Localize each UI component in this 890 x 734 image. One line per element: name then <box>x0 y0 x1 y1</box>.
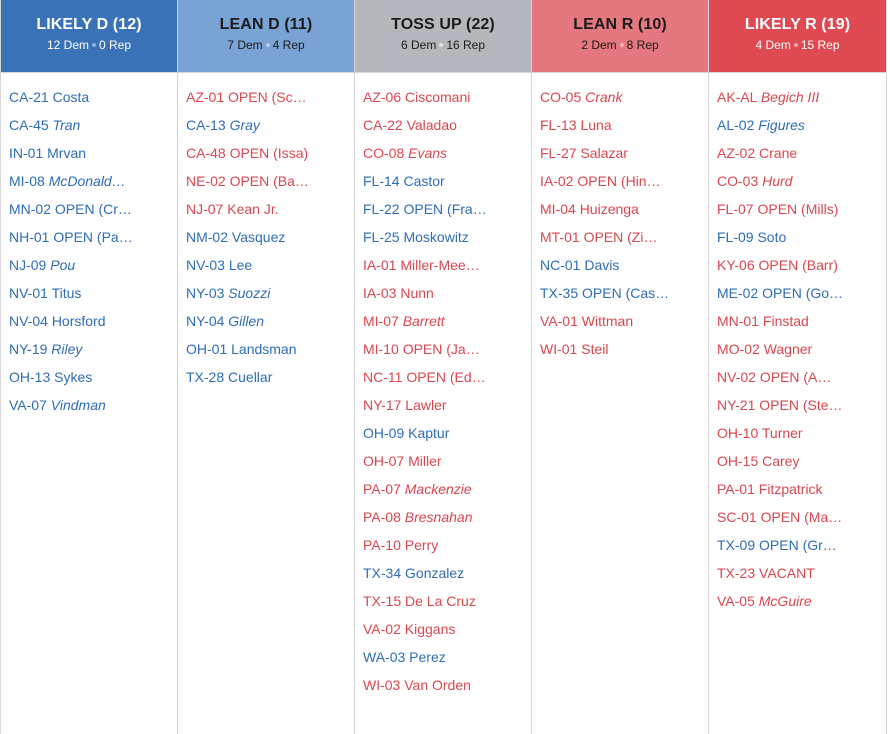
district-code: NH-01 <box>9 229 50 245</box>
district-code: NY-17 <box>363 397 402 413</box>
district-code: NV-04 <box>9 313 48 329</box>
race-item[interactable] <box>363 255 531 283</box>
race-item[interactable] <box>717 115 886 143</box>
district-code: CA-13 <box>186 117 226 133</box>
candidate-name: Carey <box>762 453 800 469</box>
district-code: NC-11 <box>363 369 403 385</box>
candidate-name: OPEN (Ba… <box>229 173 309 189</box>
race-item[interactable] <box>9 311 177 339</box>
district-code: IA-02 <box>540 173 574 189</box>
district-code: SC-01 <box>717 509 757 525</box>
candidate-name: Mrvan <box>47 145 87 161</box>
race-item[interactable] <box>363 115 531 143</box>
separator-dot-icon <box>620 43 624 47</box>
race-item[interactable] <box>540 311 708 339</box>
district-code: IN-01 <box>9 145 44 161</box>
column-party-counts <box>532 38 708 53</box>
candidate-name: Wittman <box>581 313 634 329</box>
race-list <box>709 73 886 619</box>
candidate-name: Riley <box>51 341 83 357</box>
candidate-name: OPEN (Gr… <box>759 537 837 553</box>
district-code: NE-02 <box>186 173 226 189</box>
candidate-name: OPEN (Cr… <box>54 201 132 217</box>
candidate-name: Sykes <box>54 369 93 385</box>
race-item[interactable] <box>9 87 177 115</box>
candidate-name: Perez <box>409 649 446 665</box>
race-item[interactable] <box>717 227 886 255</box>
race-item[interactable] <box>717 143 886 171</box>
column-header-likely-d <box>1 0 177 73</box>
dem-count: 4 Dem <box>755 38 791 52</box>
district-code: CA-45 <box>9 117 49 133</box>
district-code: NJ-09 <box>9 257 47 273</box>
race-item[interactable] <box>717 367 886 395</box>
race-item[interactable] <box>717 479 886 507</box>
candidate-name: Evans <box>408 145 448 161</box>
race-item[interactable] <box>540 115 708 143</box>
race-item[interactable] <box>363 479 531 507</box>
candidate-name: Ciscomani <box>405 89 471 105</box>
race-item[interactable] <box>717 87 886 115</box>
candidate-name: Kaptur <box>408 425 450 441</box>
district-code: VA-01 <box>540 313 578 329</box>
race-item[interactable] <box>363 619 531 647</box>
candidate-name: Steil <box>581 341 609 357</box>
district-code: MT-01 <box>540 229 580 245</box>
race-item[interactable] <box>9 339 177 367</box>
race-item[interactable] <box>363 535 531 563</box>
candidate-name: De La Cruz <box>405 593 476 609</box>
race-item[interactable] <box>9 395 177 423</box>
race-item[interactable] <box>9 255 177 283</box>
candidate-name: OPEN (Pa… <box>53 229 133 245</box>
candidate-name: Begich III <box>760 89 820 105</box>
race-item[interactable] <box>186 171 354 199</box>
column-party-counts <box>1 38 177 53</box>
district-code: TX-35 <box>540 285 579 301</box>
district-code: ME-02 <box>717 285 759 301</box>
district-code: FL-07 <box>717 201 754 217</box>
candidate-name: Horsford <box>51 313 106 329</box>
district-code: MI-08 <box>9 173 45 189</box>
candidate-name: OPEN (Fra… <box>403 201 487 217</box>
race-list <box>355 73 531 703</box>
column-party-counts <box>178 38 354 53</box>
candidate-name: OPEN (Zi… <box>583 229 658 245</box>
column-title: LIKELY D (12) <box>36 16 142 33</box>
candidate-name: Valadao <box>406 117 457 133</box>
candidate-name: Davis <box>584 257 620 273</box>
district-code: TX-09 <box>717 537 756 553</box>
district-code: OH-10 <box>717 425 759 441</box>
district-code: CO-03 <box>717 173 759 189</box>
race-item[interactable] <box>540 283 708 311</box>
district-code: AK-AL <box>717 89 757 105</box>
district-code: CO-08 <box>363 145 405 161</box>
race-item[interactable] <box>363 423 531 451</box>
candidate-name: Gray <box>229 117 260 133</box>
race-item[interactable] <box>363 199 531 227</box>
column-likely-r <box>709 0 887 734</box>
candidate-name: Crank <box>585 89 623 105</box>
district-code: VA-02 <box>363 621 401 637</box>
race-item[interactable] <box>717 507 886 535</box>
race-item[interactable] <box>717 283 886 311</box>
candidate-name: OPEN (Hin… <box>577 173 661 189</box>
district-code: MN-02 <box>9 201 52 217</box>
column-title: TOSS UP (22) <box>391 16 495 33</box>
candidate-name: Figures <box>758 117 805 133</box>
race-item[interactable] <box>540 143 708 171</box>
race-item[interactable] <box>363 171 531 199</box>
candidate-name: Suozzi <box>228 285 271 301</box>
column-lean-r <box>532 0 709 734</box>
candidate-name: Cuellar <box>228 369 273 385</box>
race-item[interactable] <box>363 311 531 339</box>
race-item[interactable] <box>540 339 708 367</box>
district-code: AZ-01 <box>186 89 225 105</box>
race-item[interactable] <box>186 367 354 395</box>
district-code: KY-06 <box>717 257 755 273</box>
rep-count: 8 Rep <box>626 38 659 52</box>
race-item[interactable] <box>363 339 531 367</box>
candidate-name: Barrett <box>402 313 445 329</box>
race-item[interactable] <box>717 395 886 423</box>
candidate-name: OPEN (Go… <box>762 285 844 301</box>
district-code: FL-13 <box>540 117 577 133</box>
district-code: VA-05 <box>717 593 755 609</box>
rep-count: 16 Rep <box>446 38 486 52</box>
district-code: OH-07 <box>363 453 405 469</box>
race-item[interactable] <box>9 199 177 227</box>
rep-count: 0 Rep <box>99 38 132 52</box>
district-code: NV-02 <box>717 369 756 385</box>
column-header-likely-r <box>709 0 886 73</box>
candidate-name: Soto <box>757 229 787 245</box>
district-code: WI-03 <box>363 677 401 693</box>
candidate-name: Fitzpatrick <box>758 481 823 497</box>
district-code: CA-21 <box>9 89 49 105</box>
column-title: LEAN D (11) <box>219 16 313 33</box>
race-item[interactable] <box>186 311 354 339</box>
candidate-name: Hurd <box>762 173 793 189</box>
race-item[interactable] <box>186 283 354 311</box>
candidate-name: McDonald… <box>48 173 126 189</box>
candidate-name: Luna <box>580 117 612 133</box>
race-list <box>178 73 354 395</box>
district-code: TX-34 <box>363 565 402 581</box>
race-item[interactable] <box>186 227 354 255</box>
column-likely-d <box>1 0 178 734</box>
district-code: WI-01 <box>540 341 578 357</box>
column-header-lean-r <box>532 0 708 73</box>
candidate-name: Landsman <box>231 341 297 357</box>
candidate-name: Moskowitz <box>403 229 469 245</box>
district-code: NY-21 <box>717 397 756 413</box>
race-item[interactable] <box>363 647 531 675</box>
district-code: NV-03 <box>186 257 225 273</box>
column-title: LEAN R (10) <box>573 16 667 33</box>
district-code: NY-04 <box>186 313 225 329</box>
district-code: OH-09 <box>363 425 405 441</box>
rep-count: 15 Rep <box>800 38 840 52</box>
candidate-name: Lawler <box>405 397 447 413</box>
race-item[interactable] <box>186 143 354 171</box>
candidate-name: OPEN (Sc… <box>228 89 307 105</box>
dem-count: 12 Dem <box>46 38 89 52</box>
column-title: LIKELY R (19) <box>744 16 851 33</box>
candidate-name: OPEN (Issa) <box>229 145 309 161</box>
race-item[interactable] <box>9 283 177 311</box>
separator-dot-icon <box>439 43 443 47</box>
race-item[interactable] <box>363 227 531 255</box>
candidate-name: Kean Jr. <box>227 201 279 217</box>
district-code: FL-25 <box>363 229 400 245</box>
candidate-name: Tran <box>52 117 81 133</box>
district-code: NV-01 <box>9 285 48 301</box>
race-item[interactable] <box>363 87 531 115</box>
district-code: MN-01 <box>717 313 760 329</box>
candidate-name: Miller <box>408 453 442 469</box>
candidate-name: McGuire <box>758 593 812 609</box>
candidate-name: Pou <box>50 257 76 273</box>
district-code: IA-01 <box>363 257 397 273</box>
column-party-counts <box>355 38 531 53</box>
race-item[interactable] <box>186 115 354 143</box>
race-item[interactable] <box>717 255 886 283</box>
candidate-name: Gillen <box>228 313 265 329</box>
district-code: MO-02 <box>717 341 760 357</box>
column-party-counts <box>709 38 886 53</box>
candidate-name: Kiggans <box>404 621 456 637</box>
race-item[interactable] <box>717 591 886 619</box>
race-item[interactable] <box>363 563 531 591</box>
candidate-name: Gonzalez <box>405 565 465 581</box>
district-code: AZ-02 <box>717 145 756 161</box>
candidate-name: Bresnahan <box>404 509 473 525</box>
race-item[interactable] <box>363 395 531 423</box>
race-item[interactable] <box>363 283 531 311</box>
district-code: NJ-07 <box>186 201 224 217</box>
race-item[interactable] <box>717 199 886 227</box>
column-lean-d <box>178 0 355 734</box>
race-item[interactable] <box>717 451 886 479</box>
race-item[interactable] <box>717 423 886 451</box>
district-code: PA-10 <box>363 537 401 553</box>
column-toss-up <box>355 0 532 734</box>
candidate-name: Vasquez <box>231 229 286 245</box>
candidate-name: Wagner <box>763 341 813 357</box>
candidate-name: Van Orden <box>404 677 471 693</box>
candidate-name: OPEN (Ste… <box>759 397 843 413</box>
candidate-name: Titus <box>51 285 82 301</box>
candidate-name: Huizenga <box>579 201 639 217</box>
candidate-name: Miller-Mee… <box>400 257 480 273</box>
race-item[interactable] <box>540 255 708 283</box>
race-item[interactable] <box>540 227 708 255</box>
candidate-name: Castor <box>403 173 445 189</box>
candidate-name: Finstad <box>762 313 809 329</box>
candidate-name: Mackenzie <box>404 481 472 497</box>
district-code: NC-01 <box>540 257 581 273</box>
race-item[interactable] <box>186 339 354 367</box>
race-item[interactable] <box>363 591 531 619</box>
district-code: VA-07 <box>9 397 47 413</box>
candidate-name: OPEN (Ed… <box>406 369 486 385</box>
candidate-name: Lee <box>228 257 253 273</box>
district-code: FL-22 <box>363 201 400 217</box>
race-list <box>1 73 177 423</box>
race-item[interactable] <box>363 143 531 171</box>
candidate-name: OPEN (Barr) <box>758 257 838 273</box>
district-code: OH-01 <box>186 341 228 357</box>
district-code: WA-03 <box>363 649 406 665</box>
candidate-name: Nunn <box>400 285 434 301</box>
race-item[interactable] <box>540 171 708 199</box>
candidate-name: Perry <box>404 537 439 553</box>
race-item[interactable] <box>363 451 531 479</box>
district-code: NM-02 <box>186 229 229 245</box>
district-code: FL-09 <box>717 229 754 245</box>
race-item[interactable] <box>717 339 886 367</box>
race-item[interactable] <box>717 563 886 591</box>
race-item[interactable] <box>717 311 886 339</box>
race-item[interactable] <box>363 507 531 535</box>
separator-dot-icon <box>794 43 798 47</box>
district-code: CA-22 <box>363 117 403 133</box>
district-code: TX-28 <box>186 369 225 385</box>
rep-count: 4 Rep <box>272 38 305 52</box>
district-code: TX-23 <box>717 565 756 581</box>
district-code: FL-27 <box>540 145 577 161</box>
race-item[interactable] <box>363 675 531 703</box>
district-code: AZ-06 <box>363 89 402 105</box>
candidate-name: OPEN (Ma… <box>760 509 843 525</box>
district-code: NY-19 <box>9 341 48 357</box>
race-item[interactable] <box>186 87 354 115</box>
candidate-name: OPEN (Cas… <box>582 285 670 301</box>
race-item[interactable] <box>186 255 354 283</box>
race-item[interactable] <box>9 143 177 171</box>
separator-dot-icon <box>92 43 96 47</box>
district-code: MI-07 <box>363 313 399 329</box>
race-item[interactable] <box>9 171 177 199</box>
column-header-lean-d <box>178 0 354 73</box>
district-code: FL-14 <box>363 173 400 189</box>
candidate-name: OPEN (Ja… <box>402 341 480 357</box>
district-code: IA-03 <box>363 285 397 301</box>
candidate-name: Vindman <box>50 397 106 413</box>
candidate-name: Crane <box>759 145 798 161</box>
district-code: NY-03 <box>186 285 225 301</box>
candidate-name: Costa <box>52 89 90 105</box>
district-code: CA-48 <box>186 145 226 161</box>
district-code: TX-15 <box>363 593 402 609</box>
candidate-name: Turner <box>761 425 803 441</box>
race-item[interactable] <box>363 367 531 395</box>
race-list <box>532 73 708 367</box>
district-code: PA-07 <box>363 481 401 497</box>
race-item[interactable] <box>540 199 708 227</box>
race-item[interactable] <box>9 115 177 143</box>
race-item[interactable] <box>9 227 177 255</box>
district-code: OH-13 <box>9 369 51 385</box>
district-code: PA-01 <box>717 481 755 497</box>
candidate-name: VACANT <box>759 565 815 581</box>
district-code: MI-04 <box>540 201 576 217</box>
candidate-name: Salazar <box>580 145 628 161</box>
district-code: CO-05 <box>540 89 582 105</box>
district-code: PA-08 <box>363 509 401 525</box>
separator-dot-icon <box>266 43 270 47</box>
district-code: AL-02 <box>717 117 755 133</box>
district-code: MI-10 <box>363 341 399 357</box>
district-code: OH-15 <box>717 453 759 469</box>
candidate-name: OPEN (Mills) <box>757 201 839 217</box>
race-item[interactable] <box>186 199 354 227</box>
dem-count: 2 Dem <box>581 38 617 52</box>
candidate-name: OPEN (A… <box>759 369 832 385</box>
dem-count: 6 Dem <box>400 38 437 52</box>
dem-count: 7 Dem <box>227 38 263 52</box>
column-header-toss-up <box>355 0 531 73</box>
race-item[interactable] <box>540 87 708 115</box>
race-item[interactable] <box>717 171 886 199</box>
race-item[interactable] <box>717 535 886 563</box>
race-item[interactable] <box>9 367 177 395</box>
